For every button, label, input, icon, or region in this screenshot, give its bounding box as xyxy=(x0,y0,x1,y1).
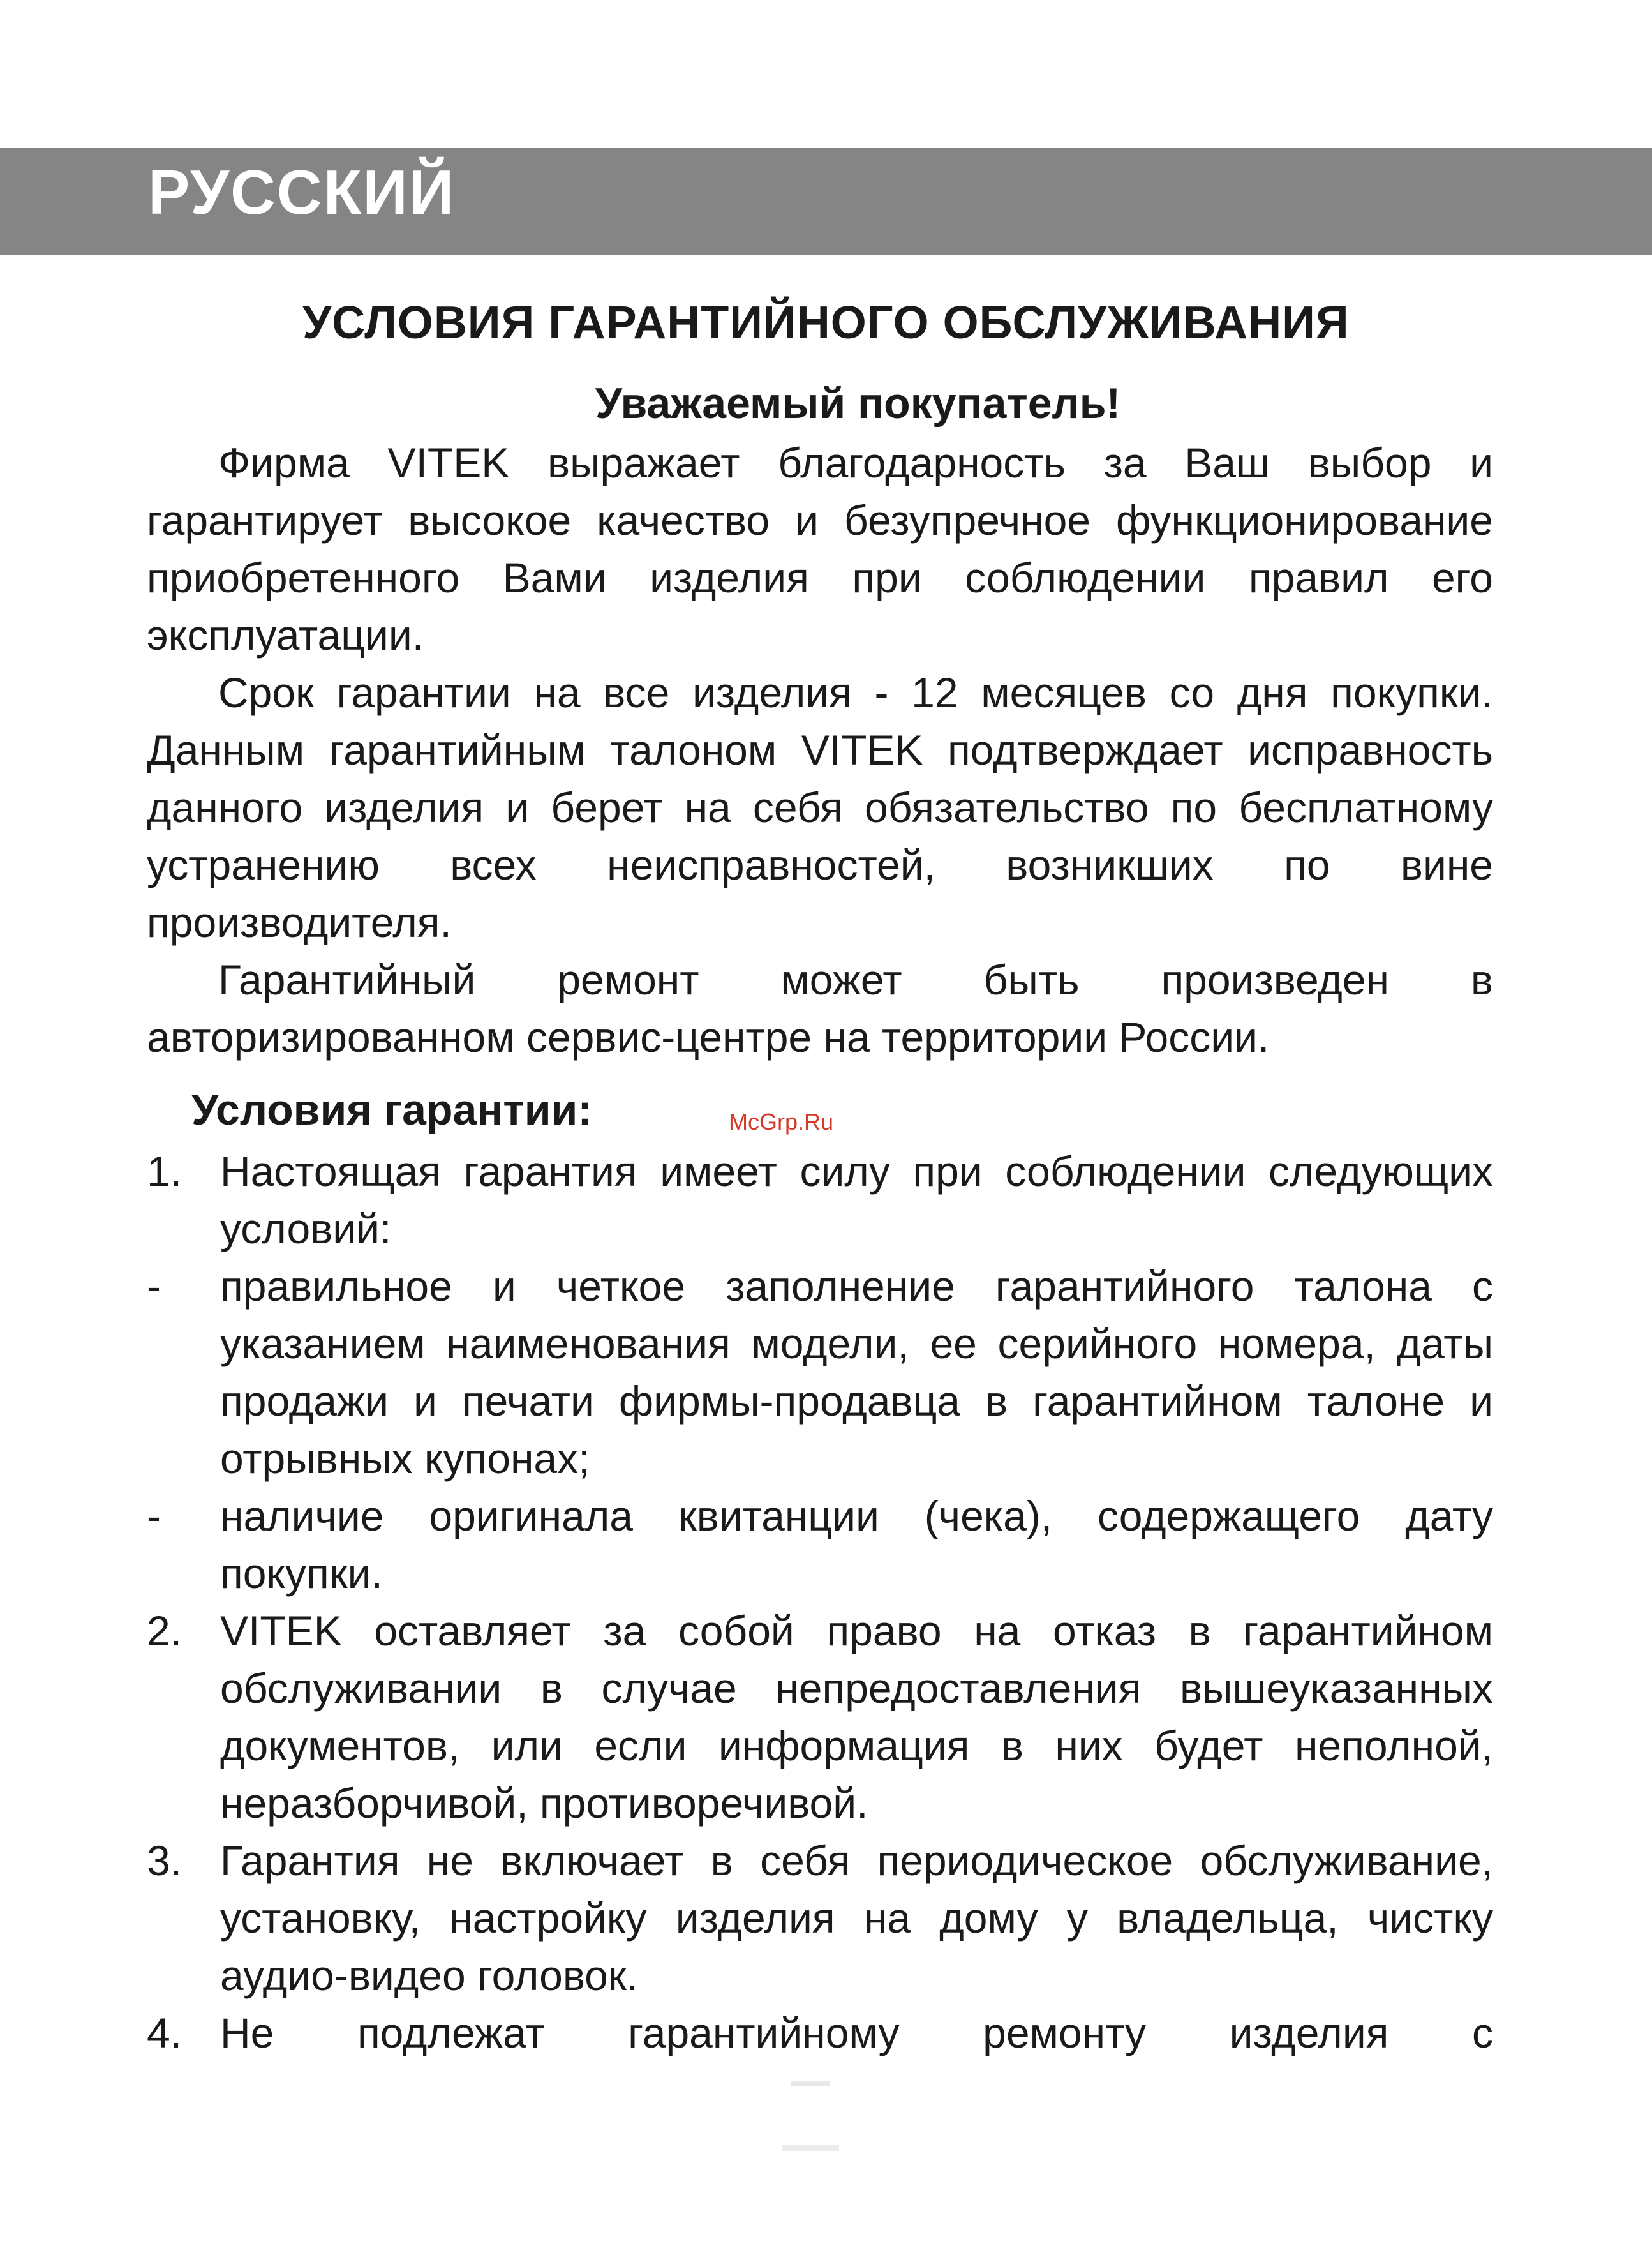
intro-paragraph: Фирма VITEK выражает благодарность за Ваш выбор и гарантирует высокое качество и безупречное функционирование приобретенного Вами изделия при соблюдении правил его эксплуатации. xyxy=(147,439,1493,659)
list-marker: 1. xyxy=(147,1148,182,1195)
list-item xyxy=(147,2004,1493,2062)
list-item-text: VITEK оставляет за собой право на отказ в гарантийном обслуживании в случае непредоставления вышеуказанных документов, или если информация в них будет неполной, неразборчивой, противоречивой. xyxy=(220,1607,1493,1827)
scan-artifact xyxy=(791,2081,830,2086)
list-item xyxy=(147,1257,1493,1487)
scan-artifact xyxy=(782,2145,839,2151)
intro-paragraph: Срок гарантии на все изделия - 12 месяцев со дня покупки. Данным гарантийным талоном VITEK подтверждает исправность данного изделия и берет на себя обязательство по бесплатному устранению всех неисправностей, возникших по вине производителя. xyxy=(147,669,1493,946)
list-item-text: Настоящая гарантия имеет силу при соблюдении следующих условий: xyxy=(220,1148,1493,1252)
list-item xyxy=(147,1142,1493,1257)
conditions-list xyxy=(147,1142,1493,2062)
list-marker: - xyxy=(147,1262,161,1310)
intro-paragraph: Гарантийный ремонт может быть произведен в авторизированном сервис-центре на территории России. xyxy=(147,956,1493,1061)
watermark: McGrp.Ru xyxy=(729,1109,834,1135)
list-item xyxy=(147,1487,1493,1602)
list-item-text: Гарантия не включает в себя периодическое обслуживание, установку, настройку изделия на дому у владельца, чистку аудио-видео головок. xyxy=(220,1837,1493,1999)
document-title: УСЛОВИЯ ГАРАНТИЙНОГО ОБСЛУЖИВАНИЯ xyxy=(302,297,1350,348)
list-item-text: Не подлежат гарантийному ремонту изделия с xyxy=(220,2009,1493,2056)
list-marker: - xyxy=(147,1492,161,1539)
list-item-text: наличие оригинала квитанции (чека), содержащего дату покупки. xyxy=(220,1492,1493,1597)
list-item xyxy=(147,1832,1493,2004)
list-item-text: правильное и четкое заполнение гарантийного талона с указанием наименования модели, ее серийного номера, даты продажи и печати фирмы-продавца в гарантийном талоне и отрывных купонах; xyxy=(220,1262,1493,1482)
list-marker: 2. xyxy=(147,1607,182,1654)
language-label: РУССКИЙ xyxy=(148,157,456,227)
intro-text xyxy=(147,434,1493,1066)
list-item xyxy=(147,1602,1493,1832)
list-marker: 4. xyxy=(147,2009,182,2056)
conditions-title: Условия гарантии: xyxy=(191,1086,592,1134)
greeting: Уважаемый покупатель! xyxy=(595,379,1121,428)
list-marker: 3. xyxy=(147,1837,182,1884)
